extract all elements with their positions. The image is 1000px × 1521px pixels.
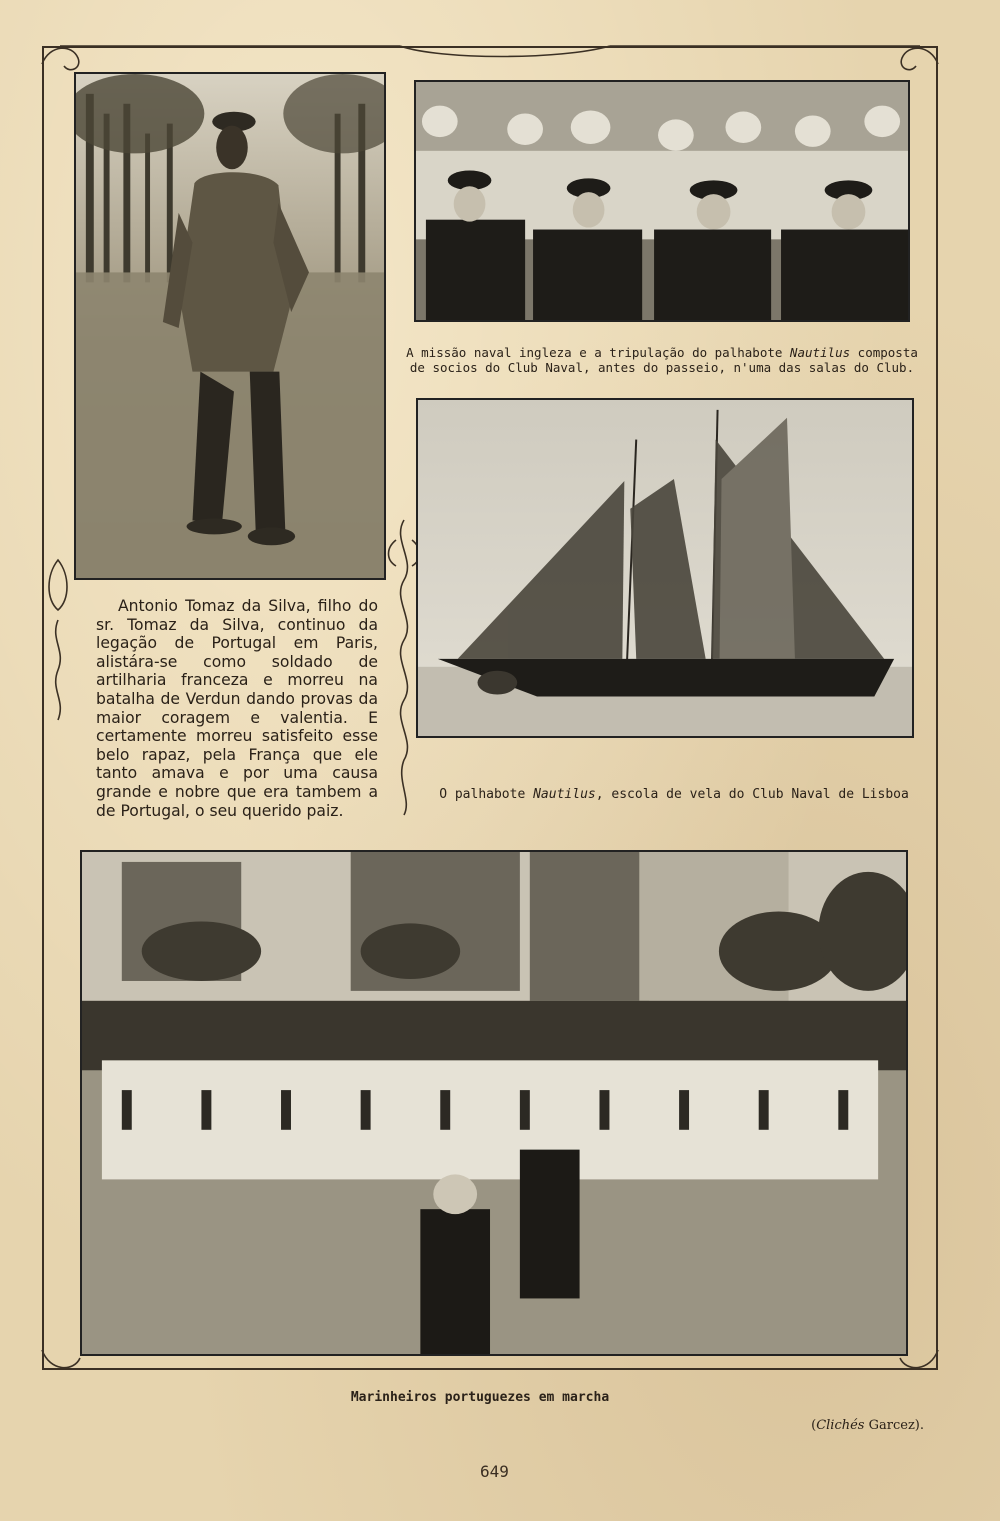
schooner-caption-b: , escola de vela do Club Naval de Lisboa	[595, 787, 909, 802]
page-number: 649	[480, 1462, 509, 1481]
march-caption: Marinheiros portuguezes em marcha	[350, 1390, 610, 1405]
crew-caption-line2: de socios do Club Naval, antes do passeio, n'uma das salas do Club.	[409, 360, 915, 375]
crew-caption-italic: Nautilus	[789, 345, 851, 360]
soldier-photo	[74, 72, 386, 580]
schooner-caption	[404, 787, 944, 802]
crew-photo	[414, 80, 910, 322]
credit-italic: Clichés	[816, 1418, 865, 1433]
crew-caption	[404, 345, 920, 375]
article-text: Antonio Tomaz da Silva, filho do sr. Tomaz da Silva, continuo da legação de Portugal em Paris, alistára-se como soldado de artilharia franceza e morreu na batalha de Verdun dando provas da maior coragem e valentia. E certamente morreu satisfeito esse belo rapaz, pela França que ele tanto amava e por uma causa grande e nobre que era tambem a de Portugal, o seu querido paiz.	[96, 597, 378, 820]
crew-caption-line1-a: A missão naval ingleza e a tripulação do palhabote	[406, 345, 790, 360]
schooner-caption-a: O palhabote	[439, 787, 534, 802]
schooner-photo	[416, 398, 914, 738]
credit-open: (	[811, 1418, 817, 1433]
schooner-caption-italic: Nautilus	[533, 787, 596, 802]
photo-credit	[811, 1418, 924, 1433]
crew-caption-line1-b: composta	[850, 345, 918, 360]
credit-name: Garcez).	[864, 1418, 924, 1433]
march-photo	[80, 850, 908, 1356]
